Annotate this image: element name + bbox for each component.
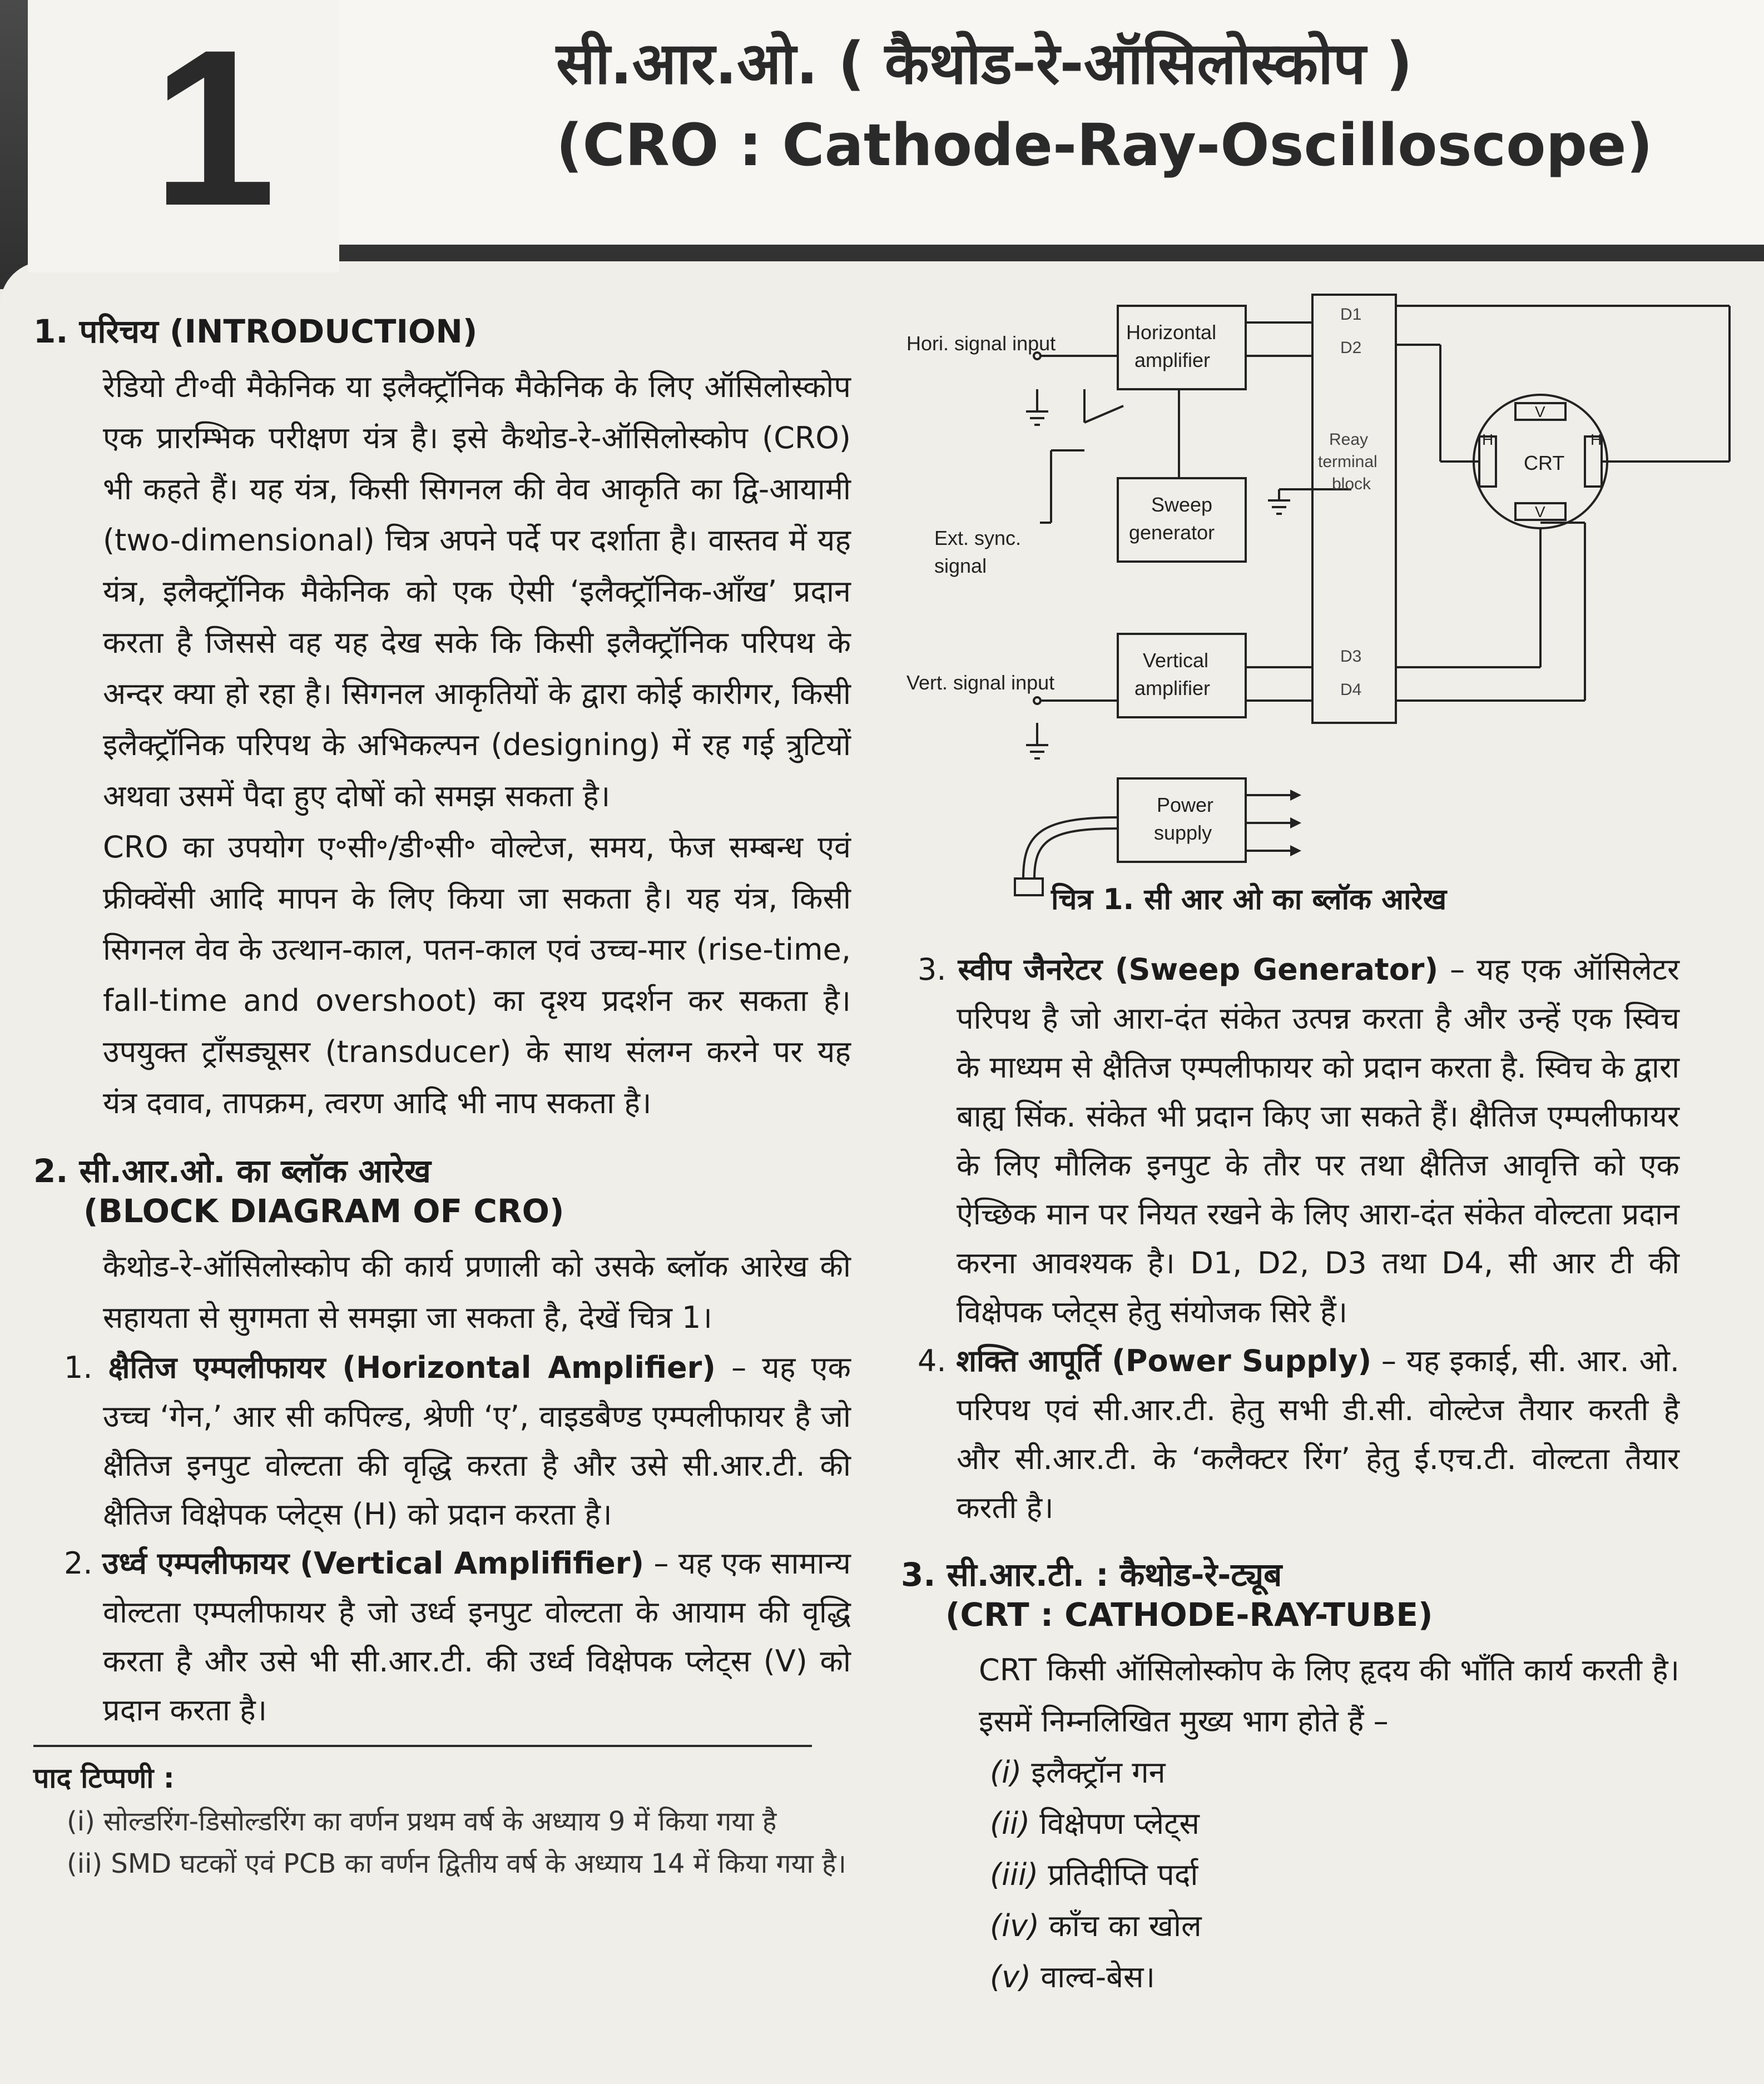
crt-label: CRT	[1524, 451, 1565, 474]
relay-label-1: Reay	[1329, 430, 1369, 449]
footnote-divider	[33, 1745, 812, 1747]
horiz-amp-label-1: Horizontal	[1126, 321, 1217, 344]
part-text: काँच का खोल	[1039, 1908, 1202, 1943]
h-plate-label-right: H	[1590, 431, 1602, 448]
crt-parts-list	[990, 1747, 1679, 2003]
chapter-title-hindi: सी.आर.ओ. ( कैथोड-रे-ऑसिलोस्कोप )	[556, 29, 1413, 97]
part-number: (ii)	[990, 1806, 1030, 1841]
vert-amp-label-1: Vertical	[1143, 649, 1209, 672]
d2-label: D2	[1340, 339, 1362, 357]
part-number: (iv)	[990, 1908, 1040, 1943]
vert-amp-label-2: amplifier	[1134, 677, 1211, 699]
crt-part	[990, 1952, 1679, 2003]
vert-input-label: Vert. signal input	[906, 671, 1055, 694]
item-text: – यह इकाई, सी. आर. ओ. परिपथ एवं सी.आर.टी. हेतु सभी डी.सी. वोल्टेज तैयार करती है और सी.आर.टी. के ‘कलैक्टर रिंग’ हेतु ई.एच.टी. वोल्टता तैयार करती है।	[957, 1343, 1679, 1525]
sweep-generator-block	[1118, 478, 1246, 562]
v-plate-label-bottom: V	[1535, 503, 1545, 520]
list-item-sweep-generator	[901, 945, 1679, 1337]
d1-label: D1	[1340, 305, 1362, 324]
chapter-box	[28, 0, 339, 272]
part-number: (v)	[990, 1959, 1032, 1994]
part-number: (i)	[990, 1755, 1022, 1790]
intro-paragraph-2: CRO का उपयोग ए॰सी॰/डी॰सी॰ वोल्टेज, समय, फेज सम्बन्ध एवं फ्रीक्वेंसी आदि मापन के लिए किया जा सकता है। यह यंत्र, किसी सिगनल वेव के उत्थान-काल, पतन-काल एवं उच्च-मार (rise-time, fall-time and overshoot) का दृश्य प्रदर्शन कर सकता है। उपयुक्त ट्राँसड्यूसर (transducer) के साथ संलग्न करने पर यह यंत्र दवाव, तापक्रम, त्वरण आदि भी नाप सकता है।	[103, 830, 851, 1120]
crt-part	[990, 1747, 1679, 1798]
list-item-vertical-amp	[33, 1539, 851, 1735]
horizontal-amp-block	[1118, 306, 1246, 389]
block-heading-hindi: 2. सी.आर.ओ. का ब्लॉक आरेख	[33, 1152, 431, 1190]
crt-heading-english: (CRT : CATHODE-RAY-TUBE)	[945, 1596, 1433, 1634]
footnote-2: (ii) SMD घटकों एवं PCB का वर्णन द्वितीय वर्ष के अध्याय 14 में किया गया है।	[67, 1848, 846, 1879]
block-heading-english: (BLOCK DIAGRAM OF CRO)	[83, 1192, 564, 1230]
list-item-horizontal-amp	[33, 1343, 851, 1539]
part-text: वाल्व-बेस।	[1031, 1959, 1155, 1994]
item-number: 3.	[918, 952, 947, 987]
h-plate-label: H	[1482, 431, 1494, 448]
v-plate-label: V	[1535, 403, 1545, 420]
crt-part	[990, 1849, 1679, 1901]
power-supply-block	[1118, 778, 1246, 862]
item-number: 4.	[918, 1343, 947, 1378]
relay-label-3: block	[1332, 475, 1371, 493]
crt-part	[990, 1798, 1679, 1849]
crt-part	[990, 1901, 1679, 1952]
item-title: शक्ति आपूर्ति (Power Supply)	[956, 1343, 1372, 1378]
item-title: क्षैतिज एम्पलीफायर (Horizontal Amplifier)	[108, 1350, 716, 1385]
right-column	[901, 945, 1679, 2003]
power-label-2: supply	[1154, 821, 1212, 844]
item-text: – यह एक उच्च ‘गेन,’ आर सी कपिल्ड, श्रेणी ‘ए’, वाइडबैण्ड एम्पलीफायर है जो क्षैतिज इनपुट वोल्टता की वृद्धि करता है और उसे सी.आर.टी. की क्षैतिज विक्षेपक प्लेट्स (H) को प्रदान करता है।	[103, 1350, 851, 1532]
hori-input-label: Hori. signal input	[906, 332, 1056, 355]
sweep-label-1: Sweep	[1151, 493, 1213, 516]
part-text: विक्षेपण प्लेट्स	[1030, 1806, 1200, 1841]
intro-paragraph-1: रेडियो टी॰वी मैकेनिक या इलैक्ट्रॉनिक मैकेनिक के लिए ऑसिलोस्कोप एक प्रारम्भिक परीक्षण यंत्र है। इसे कैथोड-रे-ऑसिलोस्कोप (CRO) भी कहते हैं। यह यंत्र, किसी सिगनल की वेव आकृति का द्वि-आयामी (two-dimensional) चित्र अपने पर्दे पर दर्शाता है। वास्तव में यह यंत्र, इलैक्ट्रॉनिक मैकेनिक को एक ऐसी ‘इलैक्ट्रॉनिक-आँख’ प्रदान करता है जिससे वह यह देख सके कि किसी इलैक्ट्रॉनिक परिपथ के अन्दर क्या हो रहा है। सिगनल आकृतियों के द्वारा कोई कारीगर, किसी इलैक्ट्रॉनिक परिपथ के अभिकल्पन (designing) में रह गई त्रुटियों अथवा उसमें पैदा हुए दोषों को समझ सकता है।	[103, 369, 851, 813]
footnote-1: (i) सोल्डरिंग-डिसोल्डरिंग का वर्णन प्रथम वर्ष के अध्याय 9 में किया गया है	[67, 1806, 777, 1837]
item-number: 1.	[64, 1350, 93, 1385]
left-column	[33, 311, 851, 1885]
item-title: उर्ध्व एम्पलीफायर (Vertical Amplififier)	[102, 1546, 645, 1581]
chapter-title-english: (CRO : Cathode-Ray-Oscilloscope)	[556, 111, 1653, 179]
horiz-amp-label-2: amplifier	[1134, 349, 1211, 371]
crt-heading-hindi: 3. सी.आर.टी. : कैथोड-रे-ट्यूब	[901, 1556, 1282, 1594]
intro-heading: 1. परिचय (INTRODUCTION)	[33, 312, 478, 350]
part-text: प्रतिदीप्ति पर्दा	[1038, 1857, 1198, 1892]
part-text: इलैक्ट्रॉन गन	[1022, 1755, 1166, 1790]
d4-label: D4	[1340, 681, 1362, 699]
figure-caption: चित्र 1. सी आर ओ का ब्लॉक आरेख	[1051, 883, 1447, 916]
list-item-power-supply	[901, 1337, 1679, 1532]
item-text: – यह एक सामान्य वोल्टता एम्पलीफायर है जो उर्ध्व इनपुट वोल्टता के आयाम की वृद्धि करता है और उसे भी सी.आर.टी. की उर्ध्व विक्षेपक प्लेट्स (V) को प्रदान करता है।	[103, 1546, 851, 1728]
power-label-1: Power	[1157, 793, 1214, 816]
cro-block-diagram	[901, 278, 1746, 912]
crt-paragraph: CRT किसी ऑसिलोस्कोप के लिए हृदय की भाँति कार्य करती है। इसमें निम्नलिखित मुख्य भाग होते हैं –	[979, 1653, 1679, 1739]
vertical-amp-block	[1118, 634, 1246, 717]
item-text: – यह एक ऑसिलेटर परिपथ है जो आरा-दंत संकेत उत्पन्न करता है और उन्हें एक स्विच के माध्यम से क्षैतिज एम्पलीफायर को प्रदान करता है. स्विच के द्वारा बाह्य सिंक. संकेत भी प्रदान किए जा सकते हैं। क्षैतिज एम्पलीफायर के लिए मौलिक इनपुट के तौर पर तथा क्षैतिज आवृत्ति को एक ऐच्छिक मान पर नियत रखने के लिए आरा-दंत संकेत वोल्टता प्रदान करना आवश्यक है। D1, D2, D3 तथा D4, सी आर टी की विक्षेपक प्लेट्स हेतु संयोजक सिरे हैं।	[957, 952, 1679, 1329]
ext-sync-label-1: Ext. sync.	[934, 527, 1022, 549]
item-title: स्वीप जैनरेटर (Sweep Generator)	[958, 952, 1439, 987]
ext-sync-label-2: signal	[934, 554, 987, 577]
item-number: 2.	[64, 1546, 93, 1581]
chapter-number: 1	[152, 3, 276, 252]
block-paragraph: कैथोड-रे-ऑसिलोस्कोप की कार्य प्रणाली को उसके ब्लॉक आरेख की सहायता से सुगमता से समझा जा सकता है, देखें चित्र 1।	[103, 1249, 851, 1335]
part-number: (iii)	[990, 1857, 1039, 1892]
sweep-label-2: generator	[1129, 521, 1215, 544]
relay-label-2: terminal	[1318, 453, 1377, 471]
d3-label: D3	[1340, 647, 1362, 666]
footnote-heading: पाद टिप्पणी :	[33, 1762, 175, 1794]
